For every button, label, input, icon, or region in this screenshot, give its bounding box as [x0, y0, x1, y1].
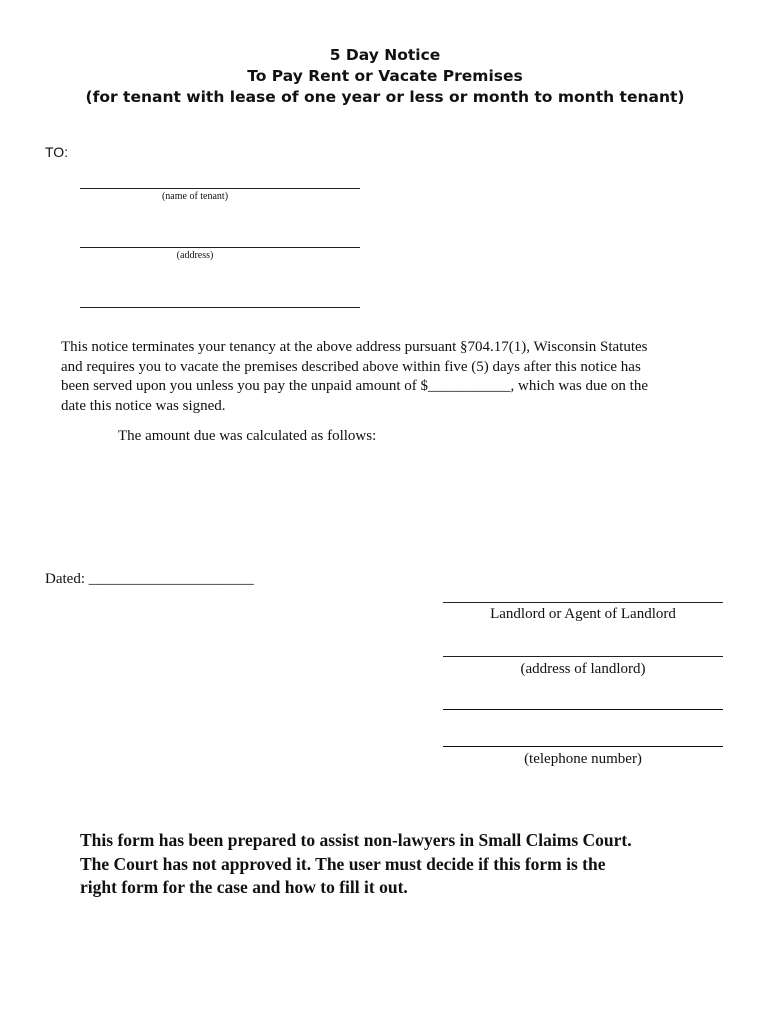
title-line-1: 5 Day Notice — [329, 46, 441, 64]
tenant-address-caption: (address) — [176, 250, 214, 261]
to-label: TO: — [45, 144, 69, 160]
disclaimer-line-3: right form for the case and how to fill it out. — [80, 877, 408, 897]
title-line-3: (for tenant with lease of one year or less or month to month tenant) — [85, 88, 685, 106]
landlord-address-label: (address of landlord) — [520, 661, 646, 677]
tenant-name-caption: (name of tenant) — [161, 191, 229, 202]
calculation-text: The amount due was calculated as follows: — [118, 428, 377, 444]
disclaimer — [80, 829, 740, 900]
tenant-address-line-2[interactable] — [80, 307, 360, 308]
notice-line-1: This notice terminates your tenancy at the above address pursuant §704.17(1), Wisconsin Statutes — [61, 339, 648, 355]
notice-line-3: been served upon you unless you pay the unpaid amount of $___________, which was due on the — [61, 378, 648, 394]
landlord-address-line-2[interactable] — [443, 709, 723, 710]
tenant-address-line[interactable] — [80, 247, 360, 248]
telephone-label: (telephone number) — [524, 751, 642, 767]
tenant-name-line[interactable] — [80, 188, 360, 189]
landlord-address-line[interactable] — [443, 656, 723, 657]
landlord-signature-line[interactable] — [443, 602, 723, 603]
title-line-2: To Pay Rent or Vacate Premises — [247, 67, 523, 85]
notice-paragraph — [61, 338, 721, 416]
notice-line-4: date this notice was signed. — [61, 397, 226, 414]
disclaimer-line-2: The Court has not approved it. The user must decide if this form is the — [80, 853, 606, 874]
dated-field[interactable]: Dated: ______________________ — [45, 571, 254, 587]
landlord-label: Landlord or Agent of Landlord — [490, 606, 676, 622]
notice-line-2: and requires you to vacate the premises described above within five (5) days after this notice has — [61, 358, 641, 375]
disclaimer-line-1: This form has been prepared to assist non-lawyers in Small Claims Court. — [80, 830, 632, 850]
telephone-line[interactable] — [443, 746, 723, 747]
